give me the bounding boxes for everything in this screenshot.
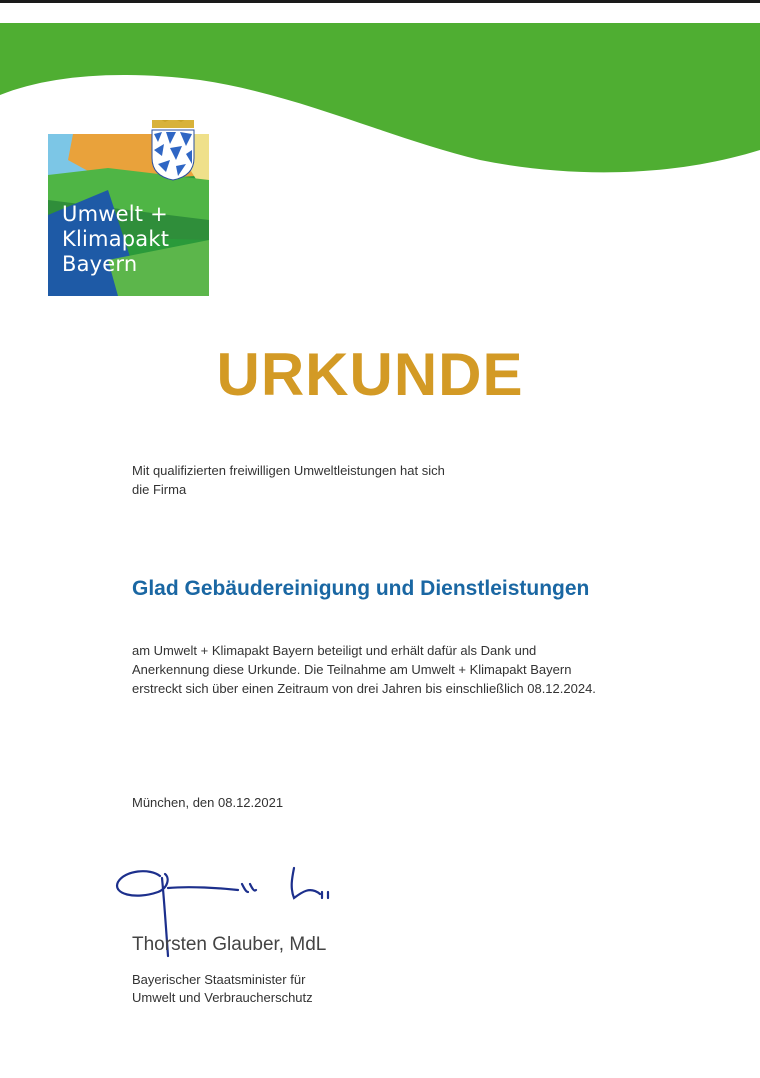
company-name: Glad Gebäudereinigung und Dienstleistungen [132, 577, 590, 600]
body-line-3: erstreckt sich über einen Zeitraum von drei Jahren bis einschließlich 08.12.2024. [132, 681, 596, 696]
signer-title [132, 971, 432, 1007]
body-line-1: am Umwelt + Klimapakt Bayern beteiligt und erhält dafür als Dank und [132, 643, 537, 658]
logo-line-1: Umwelt + [62, 202, 168, 226]
signer-title-line-2: Umwelt und Verbraucherschutz [132, 990, 313, 1005]
place-date: München, den 08.12.2021 [132, 795, 284, 810]
logo-wordmark [62, 202, 207, 277]
body-line-2: Anerkennung diese Urkunde. Die Teilnahme am Umwelt + Klimapakt Bayern [132, 662, 572, 677]
signer-title-line-1: Bayerischer Staatsminister für [132, 972, 306, 987]
intro-text [132, 461, 652, 499]
logo-line-3: Bayern [62, 252, 138, 276]
intro-line-2: die Firma [132, 482, 187, 497]
body-text [132, 641, 652, 698]
signer-name: Thorsten Glauber, MdL [132, 934, 327, 955]
intro-line-1: Mit qualifizierten freiwilligen Umweltleistungen hat sich [132, 463, 445, 478]
certificate-title: URKUNDE [216, 341, 524, 408]
logo-line-2: Klimapakt [62, 227, 170, 251]
bavaria-crest-icon [152, 120, 194, 180]
